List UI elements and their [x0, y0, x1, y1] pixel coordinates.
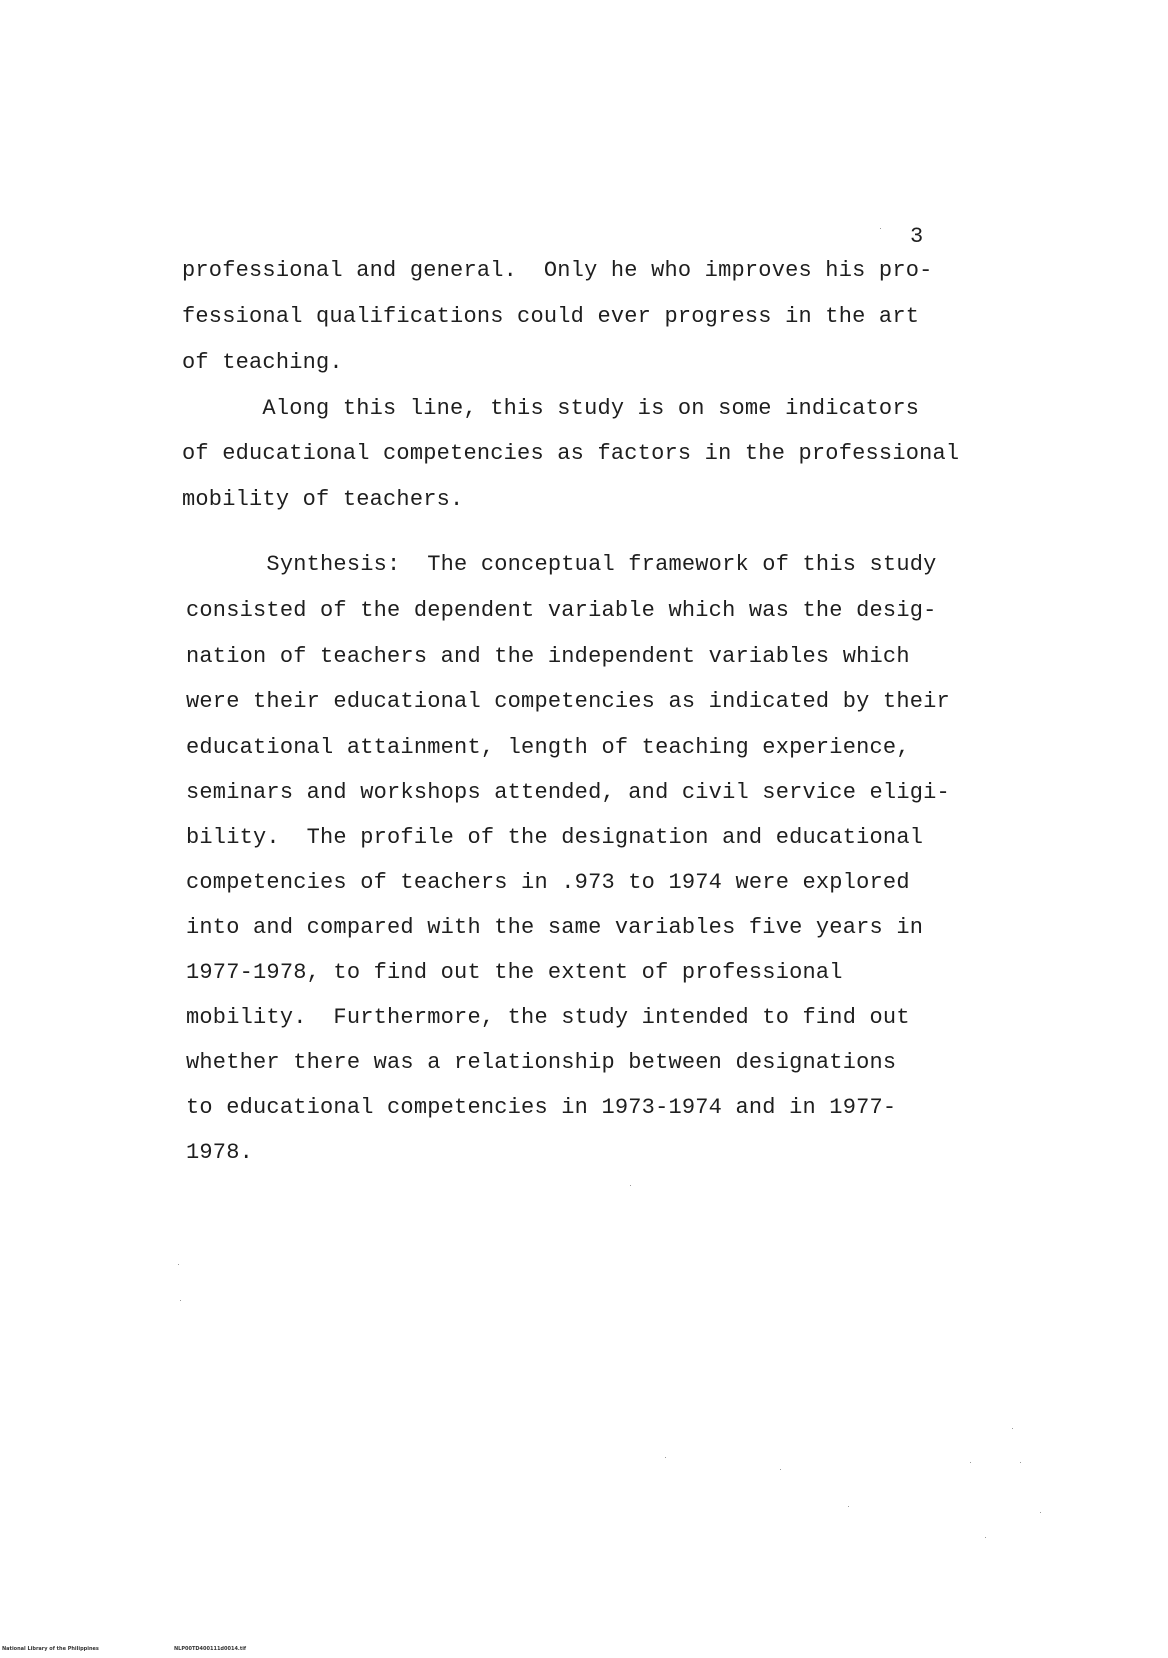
scan-speck: [848, 1506, 849, 1507]
text-line: were their educational competencies as indicated by their: [186, 689, 950, 714]
scan-speck: [880, 228, 881, 229]
footer-library: National Library of the Philippines: [2, 1646, 99, 1652]
page-number: 3: [910, 224, 924, 249]
text-line: mobility of teachers.: [182, 487, 464, 512]
scan-speck: [780, 1469, 781, 1470]
text-line: into and compared with the same variables five years in: [186, 915, 924, 940]
scan-speck: [630, 1185, 631, 1186]
text-line: competencies of teachers in .973 to 1974 were explored: [186, 870, 910, 895]
text-line: mobility. Furthermore, the study intended to find out: [186, 1005, 910, 1030]
text-line: 1977-1978, to find out the extent of professional: [186, 960, 843, 985]
text-line: Along this line, this study is on some indicators: [182, 396, 920, 421]
text-line: 1978.: [186, 1140, 254, 1165]
text-line: bility. The profile of the designation and educational: [186, 825, 924, 850]
text-line: Synthesis: The conceptual framework of this study: [186, 552, 937, 577]
footer-file-id: NLP00TD400111d0014.tif: [174, 1646, 247, 1652]
scan-speck: [180, 1300, 181, 1301]
scan-speck: [1020, 1462, 1021, 1463]
scan-speck: [178, 1264, 179, 1265]
scan-speck: [985, 1537, 986, 1538]
text-line: nation of teachers and the independent variables which: [186, 644, 910, 669]
text-line: professional and general. Only he who improves his pro-: [182, 258, 933, 283]
text-line: educational attainment, length of teaching experience,: [186, 735, 910, 760]
text-line: fessional qualifications could ever progress in the art: [182, 304, 920, 329]
text-line: consisted of the dependent variable which was the desig-: [186, 598, 937, 623]
text-line: of educational competencies as factors in the professional: [182, 441, 960, 466]
scan-speck: [665, 1457, 666, 1458]
text-line: of teaching.: [182, 350, 343, 375]
text-line: whether there was a relationship between designations: [186, 1050, 897, 1075]
text-line: seminars and workshops attended, and civil service eligi-: [186, 780, 950, 805]
scan-speck: [1040, 1512, 1041, 1513]
text-line: to educational competencies in 1973-1974 and in 1977-: [186, 1095, 897, 1120]
scan-speck: [970, 1462, 971, 1463]
scan-speck: [1012, 1428, 1013, 1429]
